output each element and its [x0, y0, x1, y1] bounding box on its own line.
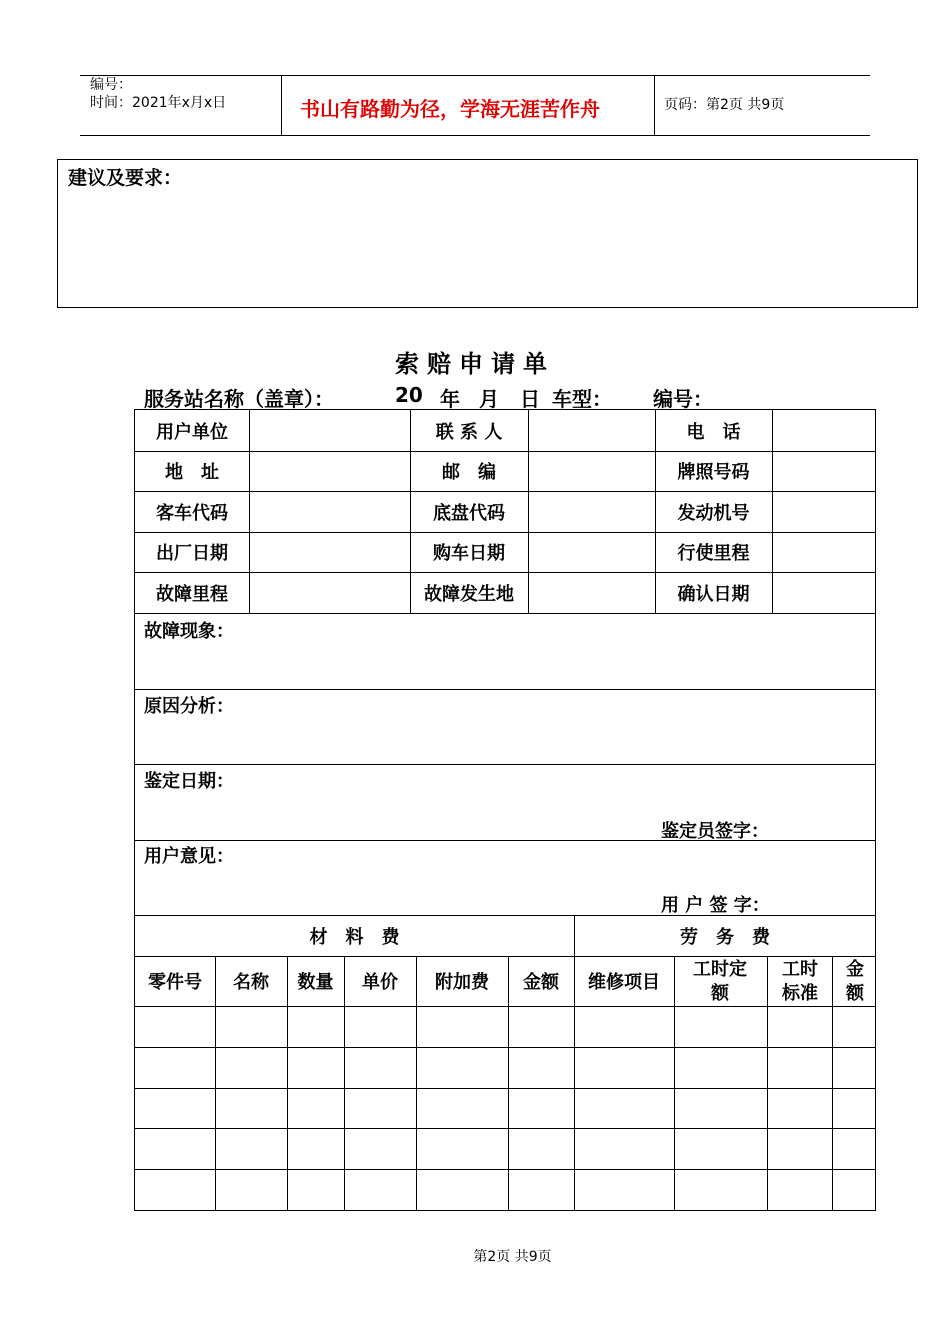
- field-contact-person[interactable]: [529, 411, 654, 450]
- year-prefix: 20: [395, 383, 423, 407]
- header-divider-1: [281, 75, 282, 136]
- col-labor-standard: 工时标准: [782, 959, 818, 1004]
- label-plate-number: 牌照号码: [677, 462, 750, 483]
- label-bus-code: 客车代码: [156, 502, 228, 524]
- col-quantity: 数量: [297, 972, 334, 993]
- field-phone[interactable]: [773, 411, 875, 450]
- row-line: [135, 1128, 876, 1129]
- field-confirm-date[interactable]: [773, 573, 875, 612]
- col-line: [674, 956, 675, 1210]
- label-phone: 电 话: [686, 421, 741, 443]
- label-engine-number: 发动机号: [677, 502, 750, 524]
- user-signature-label: 用 户 签 字：: [661, 895, 770, 916]
- field-fault-mileage[interactable]: [250, 573, 409, 612]
- col-name: 名称: [233, 972, 269, 993]
- header-page-info: 页码：第2页 共9页: [664, 97, 785, 113]
- label-fault-location: 故障发生地: [424, 583, 514, 605]
- labor-fee-header: 劳 务 费: [680, 926, 770, 948]
- label-confirm-date: 确认日期: [677, 583, 750, 605]
- header-bottom-rule: [80, 135, 870, 136]
- document-time: 时间：2021年x月x日: [90, 95, 227, 111]
- header-top-rule: [80, 75, 870, 76]
- month-label: 月: [479, 387, 499, 411]
- label-chassis-code: 底盘代码: [433, 502, 505, 524]
- col-repair-item: 维修项目: [588, 972, 660, 993]
- appraiser-signature-label: 鉴定员签字：: [661, 821, 769, 842]
- label-mileage: 行使里程: [677, 543, 750, 564]
- field-purchase-date[interactable]: [529, 533, 654, 571]
- row-line: [135, 1169, 876, 1170]
- claim-form-table: [134, 409, 876, 1211]
- form-number-label: 编号：: [653, 387, 713, 411]
- field-fault-location[interactable]: [529, 573, 654, 612]
- vehicle-type-label: 车型：: [552, 387, 612, 411]
- fault-phenomenon-label: 故障现象：: [144, 621, 234, 642]
- field-chassis-code[interactable]: [529, 492, 654, 531]
- suggestions-label: 建议及要求：: [68, 167, 183, 189]
- row-line: [135, 689, 876, 690]
- field-mileage[interactable]: [773, 533, 875, 571]
- form-title: 索赔申请单: [395, 350, 555, 378]
- label-contact-person: 联 系 人: [435, 421, 503, 443]
- row-line: [135, 1088, 876, 1089]
- row-line: [135, 1047, 876, 1048]
- label-user-unit: 用户单位: [156, 421, 228, 443]
- appraisal-date-label: 鉴定日期：: [144, 771, 234, 792]
- header-divider-2: [654, 75, 655, 136]
- col-unit-price: 单价: [362, 972, 398, 993]
- user-opinion-label: 用户意见：: [144, 846, 234, 867]
- col-surcharge: 附加费: [435, 972, 489, 993]
- label-fault-mileage: 故障里程: [156, 583, 228, 605]
- footer-page-number: 第2页 共9页: [473, 1249, 552, 1265]
- material-fee-header: 材 料 费: [309, 926, 400, 948]
- field-factory-date[interactable]: [250, 533, 409, 571]
- label-postcode: 邮 编: [442, 462, 496, 483]
- service-station-label: 服务站名称（盖章）：: [144, 387, 334, 411]
- field-engine-number[interactable]: [773, 492, 875, 531]
- field-plate-number[interactable]: [773, 452, 875, 490]
- field-bus-code[interactable]: [250, 492, 409, 531]
- cause-analysis-label: 原因分析：: [144, 696, 234, 717]
- col-line: [832, 956, 833, 1210]
- col-line: [767, 956, 768, 1210]
- header-motto: 书山有路勤为径，学海无涯苦作舟: [300, 97, 600, 121]
- col-part-number: 零件号: [148, 972, 202, 993]
- label-factory-date: 出厂日期: [156, 543, 228, 564]
- day-label: 日: [520, 387, 540, 411]
- document-number-label: 编号：: [90, 77, 132, 93]
- col-labor-quota: 工时定额: [693, 959, 747, 1004]
- label-purchase-date: 购车日期: [433, 543, 505, 564]
- label-address: 地 址: [165, 462, 219, 483]
- row-line: [135, 764, 876, 765]
- field-postcode[interactable]: [529, 452, 654, 490]
- suggestions-box[interactable]: [57, 159, 918, 308]
- field-address[interactable]: [250, 452, 409, 490]
- field-user-unit[interactable]: [250, 411, 409, 450]
- year-label: 年: [440, 387, 460, 411]
- col-labor-amount: 金额: [846, 959, 864, 1004]
- row-line: [135, 613, 876, 614]
- col-amount: 金额: [523, 972, 559, 993]
- row-line: [135, 1006, 876, 1007]
